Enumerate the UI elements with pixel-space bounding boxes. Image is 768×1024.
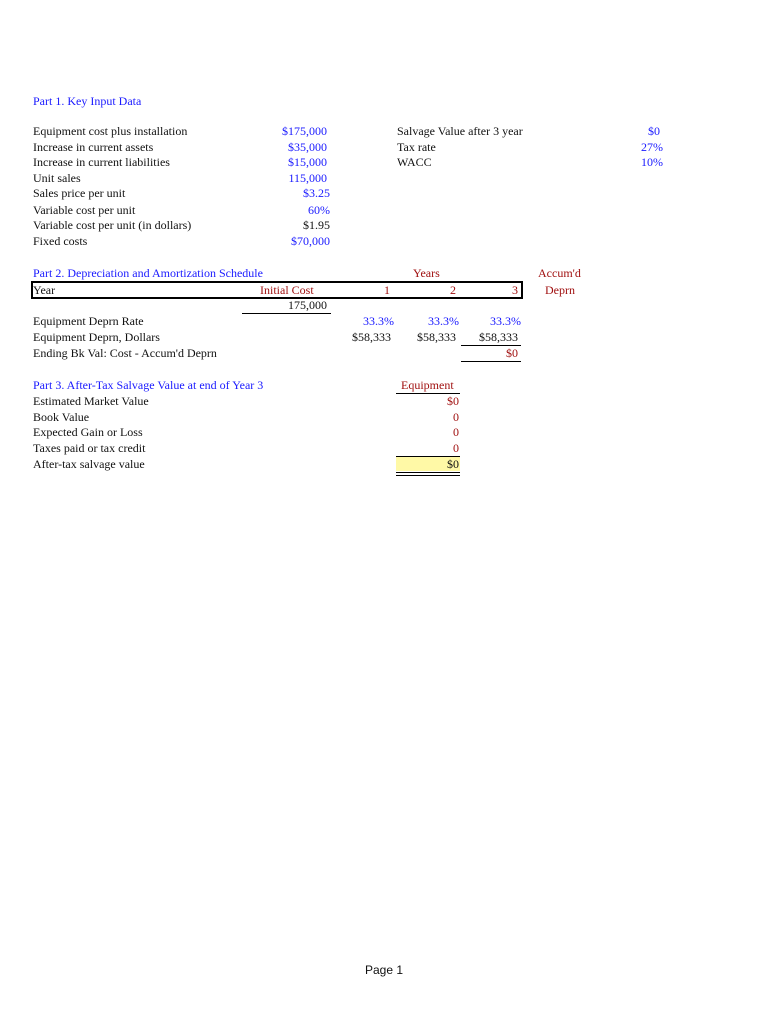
input-label-fixed-costs: Fixed costs <box>33 234 88 248</box>
input-label-current-assets: Increase in current assets <box>33 140 154 154</box>
year-header-3: 3 <box>512 283 518 297</box>
input-value-salvage-value[interactable]: $0 <box>648 124 660 138</box>
input-value-wacc[interactable]: 10% <box>641 155 663 169</box>
taxes-label: Taxes paid or tax credit <box>33 441 146 455</box>
gain-loss-value: 0 <box>453 425 459 439</box>
initial-cost-header: Initial Cost <box>260 283 314 297</box>
deprn-dollars-year3: $58,333 <box>479 330 518 344</box>
input-value-sales-price[interactable]: $3.25 <box>303 186 330 200</box>
input-value-current-liabilities[interactable]: $15,000 <box>288 155 327 169</box>
input-value-current-assets[interactable]: $35,000 <box>288 140 327 154</box>
part2-title: Part 2. Depreciation and Amortization Schedule <box>33 266 263 280</box>
market-value-label: Estimated Market Value <box>33 394 149 408</box>
taxes-value: 0 <box>453 441 459 455</box>
computed-value-variable-cost-dollars: $1.95 <box>303 218 330 232</box>
input-label-unit-sales: Unit sales <box>33 171 81 185</box>
years-header: Years <box>413 266 440 280</box>
deprn-dollars-year2: $58,333 <box>417 330 456 344</box>
deprn-rate-year3: 33.3% <box>490 314 521 328</box>
after-tax-salvage-label: After-tax salvage value <box>33 457 145 471</box>
after-tax-salvage-value: $0 <box>447 457 459 471</box>
year-header-label: Year <box>33 283 56 297</box>
input-value-unit-sales[interactable]: 115,000 <box>288 171 327 185</box>
ending-book-value-underline <box>461 361 521 362</box>
initial-cost-underline <box>242 313 331 314</box>
input-label-wacc: WACC <box>397 155 432 169</box>
input-value-tax-rate[interactable]: 27% <box>641 140 663 154</box>
input-label-variable-cost-dollars: Variable cost per unit (in dollars) <box>33 218 192 232</box>
after-tax-salvage-double-underline <box>396 472 460 476</box>
deprn-dollars-year1: $58,333 <box>352 330 391 344</box>
input-value-variable-cost[interactable]: 60% <box>308 203 330 217</box>
deprn-dollars-label: Equipment Deprn, Dollars <box>33 330 160 344</box>
equipment-column-header: Equipment <box>401 378 454 392</box>
input-label-variable-cost: Variable cost per unit <box>33 203 136 217</box>
page-number: Page 1 <box>364 963 404 977</box>
year-header-2: 2 <box>450 283 456 297</box>
input-label-sales-price: Sales price per unit <box>33 186 126 200</box>
market-value-value: $0 <box>447 394 459 408</box>
input-value-equipment-cost[interactable]: $175,000 <box>282 124 327 138</box>
input-label-salvage-value: Salvage Value after 3 year <box>397 124 523 138</box>
input-value-fixed-costs[interactable]: $70,000 <box>291 234 330 248</box>
deprn-rate-year2: 33.3% <box>428 314 459 328</box>
deprn-rate-year1: 33.3% <box>363 314 394 328</box>
year-header-1: 1 <box>384 283 390 297</box>
input-label-tax-rate: Tax rate <box>397 140 436 154</box>
ending-book-value-label: Ending Bk Val: Cost - Accum'd Deprn <box>33 346 217 360</box>
deprn-rate-label: Equipment Deprn Rate <box>33 314 144 328</box>
accum-deprn-header-line1: Accum'd <box>538 266 581 280</box>
book-value-value: 0 <box>453 410 459 424</box>
book-value-label: Book Value <box>33 410 90 424</box>
part3-title: Part 3. After-Tax Salvage Value at end of Year 3 <box>33 378 264 392</box>
initial-cost-value: 175,000 <box>288 298 327 312</box>
gain-loss-label: Expected Gain or Loss <box>33 425 143 439</box>
part1-title: Part 1. Key Input Data <box>33 94 142 108</box>
accum-deprn-header-line2: Deprn <box>545 283 575 297</box>
ending-book-value-year3: $0 <box>506 346 518 360</box>
input-label-equipment-cost: Equipment cost plus installation <box>33 124 188 138</box>
input-label-current-liabilities: Increase in current liabilities <box>33 155 170 169</box>
